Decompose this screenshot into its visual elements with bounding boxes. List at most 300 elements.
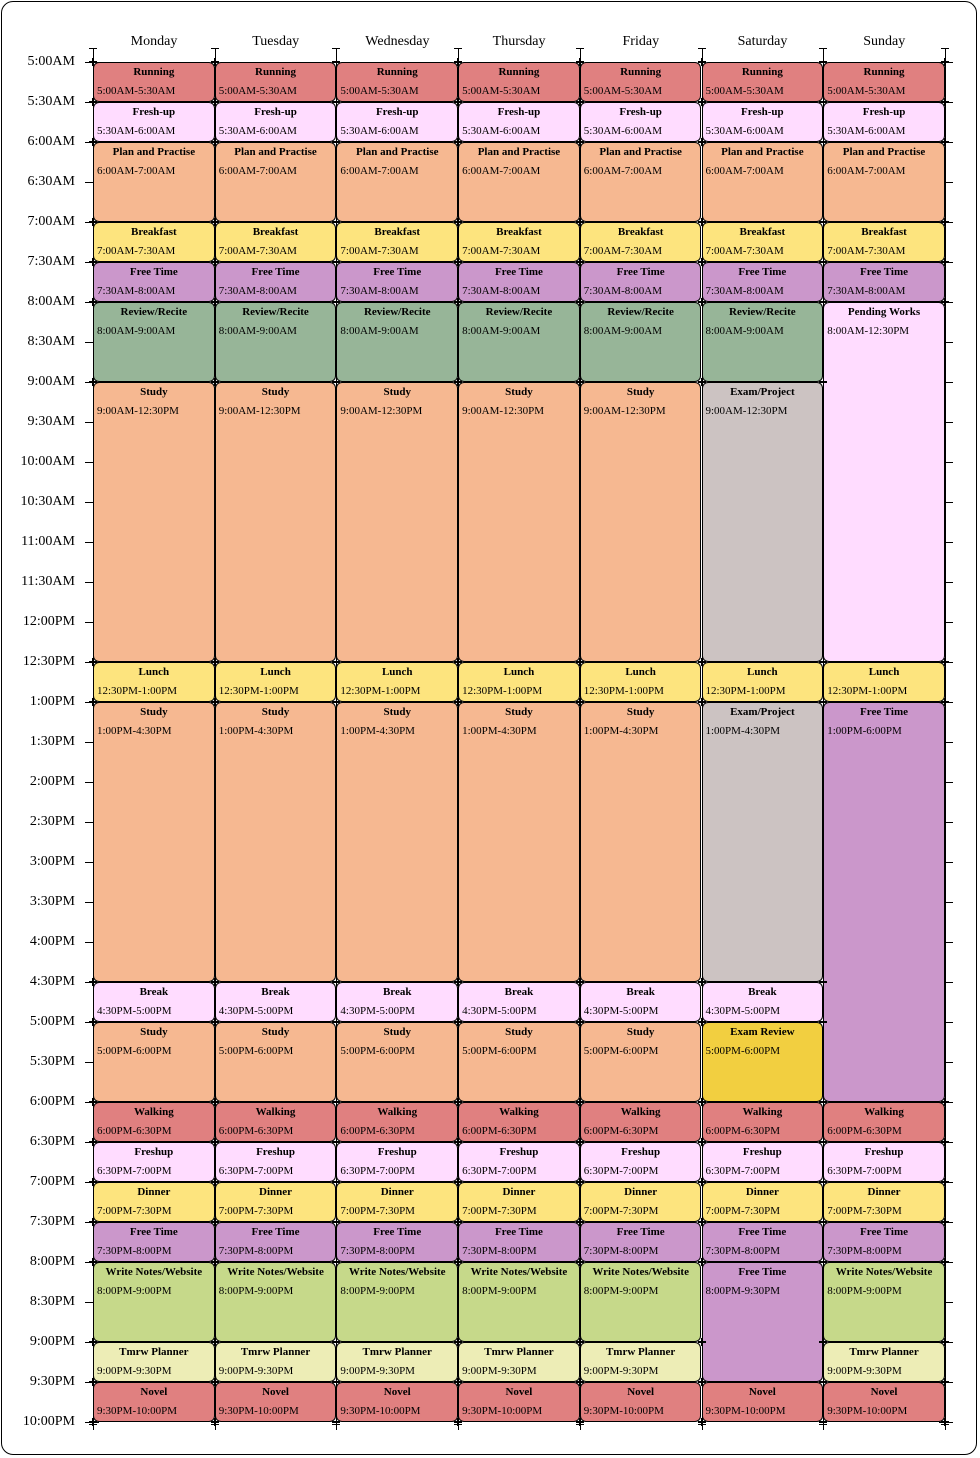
event-time: 7:30PM-8:00PM <box>462 1245 537 1257</box>
time-label: 5:00PM <box>29 1014 75 1029</box>
event-time: 6:30PM-7:00PM <box>462 1165 537 1177</box>
event-title: Freshup <box>377 1146 417 1158</box>
event-dinner[interactable] <box>336 1182 458 1222</box>
corner-marker <box>576 1378 584 1386</box>
event-time: 8:00AM-9:00AM <box>218 325 297 337</box>
event-write-notes-website[interactable] <box>823 1262 945 1342</box>
event-plan-and-practise[interactable] <box>458 142 580 222</box>
event-study[interactable] <box>458 702 580 982</box>
event-time: 6:30PM-7:00PM <box>218 1165 294 1177</box>
event-study[interactable] <box>215 702 337 982</box>
time-label: 7:30AM <box>27 254 75 269</box>
event-walking[interactable] <box>580 1102 702 1142</box>
event-title: Plan and Practise <box>234 146 317 158</box>
event-review-recite[interactable] <box>580 302 702 382</box>
corner-marker <box>819 658 827 666</box>
corner-marker <box>576 1098 584 1106</box>
event-time: 7:00AM-7:30AM <box>218 245 297 257</box>
event-title: Running <box>741 66 783 78</box>
event-title: Tmrw Planner <box>605 1346 676 1358</box>
event-fresh-up[interactable] <box>336 102 458 142</box>
event-walking[interactable] <box>702 1102 824 1142</box>
corner-marker <box>89 378 97 386</box>
event-title: Freshup <box>499 1146 539 1158</box>
event-breakfast[interactable] <box>93 222 215 262</box>
event-freshup[interactable] <box>823 1142 945 1182</box>
corner-marker <box>211 658 219 666</box>
event-time: 4:30PM-5:00PM <box>340 1005 415 1017</box>
event-time: 1:00PM-4:30PM <box>462 725 537 737</box>
time-label: 10:30AM <box>20 494 75 509</box>
event-time: 9:00AM-12:30PM <box>97 405 179 417</box>
time-label: 9:30PM <box>29 1374 75 1389</box>
time-label: 11:00AM <box>21 534 75 549</box>
corner-marker <box>89 138 97 146</box>
event-breakfast[interactable] <box>336 222 458 262</box>
corner-marker <box>698 698 706 706</box>
day-header-wednesday: Wednesday <box>365 34 430 49</box>
event-time: 7:00PM-7:30PM <box>97 1205 172 1217</box>
event-free-time[interactable] <box>702 262 824 302</box>
corner-marker <box>332 1138 340 1146</box>
event-plan-and-practise[interactable] <box>93 142 215 222</box>
event-time: 6:00PM-6:30PM <box>340 1125 415 1137</box>
event-title: Breakfast <box>252 226 299 238</box>
event-novel[interactable] <box>823 1382 945 1422</box>
event-time: 7:00PM-7:30PM <box>583 1205 659 1217</box>
event-freshup[interactable] <box>215 1142 337 1182</box>
event-write-notes-website[interactable] <box>458 1262 580 1342</box>
time-label: 2:00PM <box>29 774 75 789</box>
event-fresh-up[interactable] <box>215 102 337 142</box>
event-lunch[interactable] <box>336 662 458 702</box>
event-study[interactable] <box>93 702 215 982</box>
corner-marker <box>576 218 584 226</box>
event-breakfast[interactable] <box>458 222 580 262</box>
time-label: 6:30PM <box>29 1134 75 1149</box>
event-time: 5:00AM-5:30AM <box>97 85 176 97</box>
event-breakfast[interactable] <box>215 222 337 262</box>
corner-marker <box>819 298 827 306</box>
event-title: Walking <box>377 1106 418 1118</box>
event-title: Break <box>382 986 412 998</box>
event-time: 6:00AM-7:00AM <box>827 165 906 177</box>
event-title: Study <box>383 1026 411 1038</box>
event-free-time[interactable] <box>823 702 945 1102</box>
event-title: Study <box>505 1026 533 1038</box>
time-label: 10:00AM <box>20 454 75 469</box>
event-time: 12:30PM-1:00PM <box>340 685 421 697</box>
event-freshup[interactable] <box>458 1142 580 1182</box>
event-time: 1:00PM-4:30PM <box>340 725 415 737</box>
time-label: 7:00PM <box>29 1174 75 1189</box>
event-free-time[interactable] <box>336 1222 458 1262</box>
event-title: Free Time <box>738 1226 787 1238</box>
time-label: 2:30PM <box>29 814 75 829</box>
event-tmrw-planner[interactable] <box>93 1342 215 1382</box>
corner-marker <box>89 1378 97 1386</box>
event-title: Lunch <box>503 666 535 678</box>
event-fresh-up[interactable] <box>823 102 945 142</box>
event-dinner[interactable] <box>823 1182 945 1222</box>
event-title: Write Notes/Website <box>348 1266 446 1278</box>
corner-marker <box>819 1418 827 1426</box>
corner-marker <box>454 58 462 66</box>
event-write-notes-website[interactable] <box>93 1262 215 1342</box>
time-label: 9:30AM <box>27 414 75 429</box>
event-study[interactable] <box>580 1022 702 1102</box>
event-dinner[interactable] <box>702 1182 824 1222</box>
event-title: Free Time <box>860 266 909 278</box>
corner-marker <box>454 1098 462 1106</box>
event-free-time[interactable] <box>93 1222 215 1262</box>
time-label: 1:30PM <box>29 734 75 749</box>
corner-marker <box>819 98 827 106</box>
event-title: Break <box>261 986 290 998</box>
corner-marker <box>89 58 97 66</box>
corner-marker <box>89 1018 97 1026</box>
event-title: Write Notes/Website <box>227 1266 324 1278</box>
event-review-recite[interactable] <box>93 302 215 382</box>
event-title: Breakfast <box>131 226 177 238</box>
corner-marker <box>454 258 462 266</box>
event-time: 4:30PM-5:00PM <box>218 1005 294 1017</box>
corner-marker <box>941 1218 949 1226</box>
event-study[interactable] <box>215 1022 337 1102</box>
event-title: Fresh-up <box>132 106 176 118</box>
event-study[interactable] <box>580 382 702 662</box>
event-title: Study <box>261 706 290 718</box>
event-break[interactable] <box>336 982 458 1022</box>
event-freshup[interactable] <box>580 1142 702 1182</box>
event-time: 5:00PM-6:00PM <box>705 1045 781 1057</box>
event-study[interactable] <box>580 702 702 982</box>
event-tmrw-planner[interactable] <box>823 1342 945 1382</box>
corner-marker <box>211 378 219 386</box>
corner-marker <box>454 658 462 666</box>
event-breakfast[interactable] <box>702 222 824 262</box>
event-running[interactable] <box>702 62 824 102</box>
event-plan-and-practise[interactable] <box>336 142 458 222</box>
event-freshup[interactable] <box>702 1142 824 1182</box>
event-time: 9:30PM-10:00PM <box>705 1405 786 1417</box>
event-novel[interactable] <box>458 1382 580 1422</box>
event-free-time[interactable] <box>458 262 580 302</box>
corner-marker <box>941 98 949 106</box>
event-lunch[interactable] <box>458 662 580 702</box>
corner-marker <box>89 1178 97 1186</box>
event-review-recite[interactable] <box>336 302 458 382</box>
event-free-time[interactable] <box>336 262 458 302</box>
event-time: 9:00PM-9:30PM <box>97 1365 172 1377</box>
event-fresh-up[interactable] <box>580 102 702 142</box>
corner-marker <box>576 98 584 106</box>
event-running[interactable] <box>93 62 215 102</box>
event-fresh-up[interactable] <box>702 102 824 142</box>
event-title: Dinner <box>137 1186 171 1198</box>
event-exam-project[interactable] <box>702 702 824 982</box>
event-time: 5:00PM-6:00PM <box>583 1045 659 1057</box>
event-time: 7:30PM-8:00PM <box>97 1245 172 1257</box>
corner-marker <box>819 1098 827 1106</box>
event-title: Study <box>626 386 655 398</box>
time-label: 4:00PM <box>29 934 75 949</box>
event-free-time[interactable] <box>215 1222 337 1262</box>
event-title: Free Time <box>129 266 178 278</box>
event-title: Study <box>626 706 655 718</box>
corner-marker <box>941 258 949 266</box>
event-free-time[interactable] <box>93 262 215 302</box>
event-title: Plan and Practise <box>112 146 196 158</box>
time-label: 6:30AM <box>27 174 75 189</box>
corner-marker <box>698 1018 706 1026</box>
corner-marker <box>454 1138 462 1146</box>
event-novel[interactable] <box>336 1382 458 1422</box>
event-novel[interactable] <box>580 1382 702 1422</box>
event-title: Novel <box>870 1386 898 1398</box>
event-dinner[interactable] <box>215 1182 337 1222</box>
event-study[interactable] <box>215 382 337 662</box>
event-tmrw-planner[interactable] <box>336 1342 458 1382</box>
event-title: Study <box>140 386 168 398</box>
event-walking[interactable] <box>93 1102 215 1142</box>
event-time: 9:30PM-10:00PM <box>340 1405 421 1417</box>
corner-marker <box>332 218 340 226</box>
event-study[interactable] <box>458 382 580 662</box>
time-label: 5:30AM <box>27 94 75 109</box>
event-novel[interactable] <box>215 1382 337 1422</box>
event-fresh-up[interactable] <box>458 102 580 142</box>
event-plan-and-practise[interactable] <box>580 142 702 222</box>
event-time: 5:00PM-6:00PM <box>97 1045 172 1057</box>
event-lunch[interactable] <box>580 662 702 702</box>
event-title: Fresh-up <box>254 106 297 118</box>
event-breakfast[interactable] <box>580 222 702 262</box>
event-write-notes-website[interactable] <box>580 1262 702 1342</box>
corner-marker <box>698 258 706 266</box>
event-lunch[interactable] <box>702 662 824 702</box>
corner-marker <box>332 258 340 266</box>
event-free-time[interactable] <box>580 262 702 302</box>
event-time: 5:30AM-6:00AM <box>340 125 419 137</box>
corner-marker <box>941 218 949 226</box>
corner-marker <box>819 58 827 66</box>
event-study[interactable] <box>336 702 458 982</box>
event-walking[interactable] <box>823 1102 945 1142</box>
event-time: 4:30PM-5:00PM <box>462 1005 537 1017</box>
corner-marker <box>941 1338 949 1346</box>
event-lunch[interactable] <box>93 662 215 702</box>
event-free-time[interactable] <box>823 262 945 302</box>
event-review-recite[interactable] <box>458 302 580 382</box>
event-study[interactable] <box>336 1022 458 1102</box>
event-free-time[interactable] <box>215 262 337 302</box>
corner-marker <box>332 1098 340 1106</box>
event-novel[interactable] <box>93 1382 215 1422</box>
event-review-recite[interactable] <box>702 302 824 382</box>
event-title: Write Notes/Website <box>592 1266 689 1278</box>
corner-marker <box>454 978 462 986</box>
event-running[interactable] <box>823 62 945 102</box>
corner-marker <box>211 218 219 226</box>
corner-marker <box>698 1338 706 1346</box>
corner-marker <box>332 1378 340 1386</box>
time-label: 3:30PM <box>29 894 75 909</box>
corner-marker <box>576 698 584 706</box>
event-study[interactable] <box>93 382 215 662</box>
event-break[interactable] <box>580 982 702 1022</box>
event-study[interactable] <box>458 1022 580 1102</box>
event-title: Free Time <box>738 266 787 278</box>
corner-marker <box>89 1138 97 1146</box>
event-free-time[interactable] <box>823 1222 945 1262</box>
corner-marker <box>211 1378 219 1386</box>
corner-marker <box>576 1258 584 1266</box>
event-novel[interactable] <box>702 1382 824 1422</box>
event-time: 6:00AM-7:00AM <box>462 165 541 177</box>
event-running[interactable] <box>215 62 337 102</box>
event-title: Walking <box>742 1106 783 1118</box>
event-title: Study <box>140 1026 168 1038</box>
event-running[interactable] <box>336 62 458 102</box>
event-title: Free Time <box>616 1226 665 1238</box>
event-plan-and-practise[interactable] <box>702 142 824 222</box>
event-running[interactable] <box>580 62 702 102</box>
event-title: Novel <box>627 1386 655 1398</box>
event-time: 1:00PM-4:30PM <box>583 725 659 737</box>
event-time: 1:00PM-4:30PM <box>97 725 172 737</box>
corner-marker <box>89 658 97 666</box>
corner-marker <box>698 58 706 66</box>
time-label: 5:30PM <box>29 1054 75 1069</box>
event-title: Free Time <box>373 266 422 278</box>
corner-marker <box>576 978 584 986</box>
event-study[interactable] <box>336 382 458 662</box>
event-dinner[interactable] <box>580 1182 702 1222</box>
event-study[interactable] <box>93 1022 215 1102</box>
event-time: 6:00PM-6:30PM <box>583 1125 659 1137</box>
event-time: 12:30PM-1:00PM <box>97 685 178 697</box>
event-free-time[interactable] <box>702 1222 824 1262</box>
event-walking[interactable] <box>458 1102 580 1142</box>
corner-marker <box>576 658 584 666</box>
time-label: 11:30AM <box>21 574 75 589</box>
event-lunch[interactable] <box>823 662 945 702</box>
event-free-time[interactable] <box>702 1262 824 1382</box>
corner-marker <box>89 1338 97 1346</box>
event-break[interactable] <box>93 982 215 1022</box>
event-title: Review/Recite <box>363 306 431 318</box>
corner-marker <box>698 1218 706 1226</box>
event-plan-and-practise[interactable] <box>215 142 337 222</box>
event-time: 4:30PM-5:00PM <box>705 1005 781 1017</box>
event-free-time[interactable] <box>580 1222 702 1262</box>
event-time: 7:30AM-8:00AM <box>218 285 297 297</box>
corner-marker <box>454 378 462 386</box>
event-title: Breakfast <box>617 226 664 238</box>
event-tmrw-planner[interactable] <box>580 1342 702 1382</box>
event-exam-project[interactable] <box>702 382 824 662</box>
corner-marker <box>332 298 340 306</box>
time-label: 8:30PM <box>29 1294 75 1309</box>
event-time: 1:00PM-6:00PM <box>827 725 902 737</box>
time-label: 4:30PM <box>29 974 75 989</box>
event-time: 5:00AM-5:30AM <box>340 85 419 97</box>
event-running[interactable] <box>458 62 580 102</box>
event-write-notes-website[interactable] <box>215 1262 337 1342</box>
corner-marker <box>89 1218 97 1226</box>
event-exam-review[interactable] <box>702 1022 824 1102</box>
event-lunch[interactable] <box>215 662 337 702</box>
event-time: 7:30AM-8:00AM <box>583 285 663 297</box>
event-dinner[interactable] <box>458 1182 580 1222</box>
event-title: Plan and Practise <box>721 146 804 158</box>
day-header-thursday: Thursday <box>492 34 546 49</box>
event-walking[interactable] <box>336 1102 458 1142</box>
event-title: Fresh-up <box>862 106 906 118</box>
event-title: Freshup <box>134 1146 174 1158</box>
corner-marker <box>211 698 219 706</box>
event-tmrw-planner[interactable] <box>215 1342 337 1382</box>
event-freshup[interactable] <box>336 1142 458 1182</box>
event-write-notes-website[interactable] <box>336 1262 458 1342</box>
event-title: Study <box>505 706 533 718</box>
event-title: Dinner <box>502 1186 536 1198</box>
corner-marker <box>941 698 949 706</box>
event-time: 5:00AM-5:30AM <box>827 85 906 97</box>
event-title: Plan and Practise <box>477 146 561 158</box>
event-time: 7:00PM-7:30PM <box>340 1205 415 1217</box>
corner-marker <box>454 1218 462 1226</box>
event-time: 9:00PM-9:30PM <box>462 1365 537 1377</box>
event-break[interactable] <box>458 982 580 1022</box>
event-time: 7:00PM-7:30PM <box>705 1205 781 1217</box>
event-fresh-up[interactable] <box>93 102 215 142</box>
event-title: Review/Recite <box>729 306 796 318</box>
event-title: Review/Recite <box>120 306 188 318</box>
corner-marker <box>576 378 584 386</box>
event-title: Free Time <box>738 1266 787 1278</box>
event-freshup[interactable] <box>93 1142 215 1182</box>
event-title: Novel <box>505 1386 533 1398</box>
event-title: Fresh-up <box>619 106 662 118</box>
event-time: 8:00AM-9:00AM <box>97 325 176 337</box>
event-title: Running <box>863 66 905 78</box>
event-time: 7:00AM-7:30AM <box>462 245 541 257</box>
event-review-recite[interactable] <box>215 302 337 382</box>
event-break[interactable] <box>215 982 337 1022</box>
event-tmrw-planner[interactable] <box>458 1342 580 1382</box>
event-breakfast[interactable] <box>823 222 945 262</box>
event-pending-works[interactable] <box>823 302 945 662</box>
event-walking[interactable] <box>215 1102 337 1142</box>
corner-marker <box>211 138 219 146</box>
event-plan-and-practise[interactable] <box>823 142 945 222</box>
event-free-time[interactable] <box>458 1222 580 1262</box>
event-dinner[interactable] <box>93 1182 215 1222</box>
event-time: 12:30PM-1:00PM <box>218 685 299 697</box>
event-time: 4:30PM-5:00PM <box>97 1005 172 1017</box>
event-title: Lunch <box>625 666 656 678</box>
event-title: Dinner <box>259 1186 293 1198</box>
corner-marker <box>332 98 340 106</box>
event-break[interactable] <box>702 982 824 1022</box>
corner-marker <box>698 1258 706 1266</box>
time-label: 5:00AM <box>27 54 75 69</box>
corner-marker <box>332 978 340 986</box>
event-time: 5:00PM-6:00PM <box>218 1045 294 1057</box>
event-time: 1:00PM-4:30PM <box>705 725 781 737</box>
